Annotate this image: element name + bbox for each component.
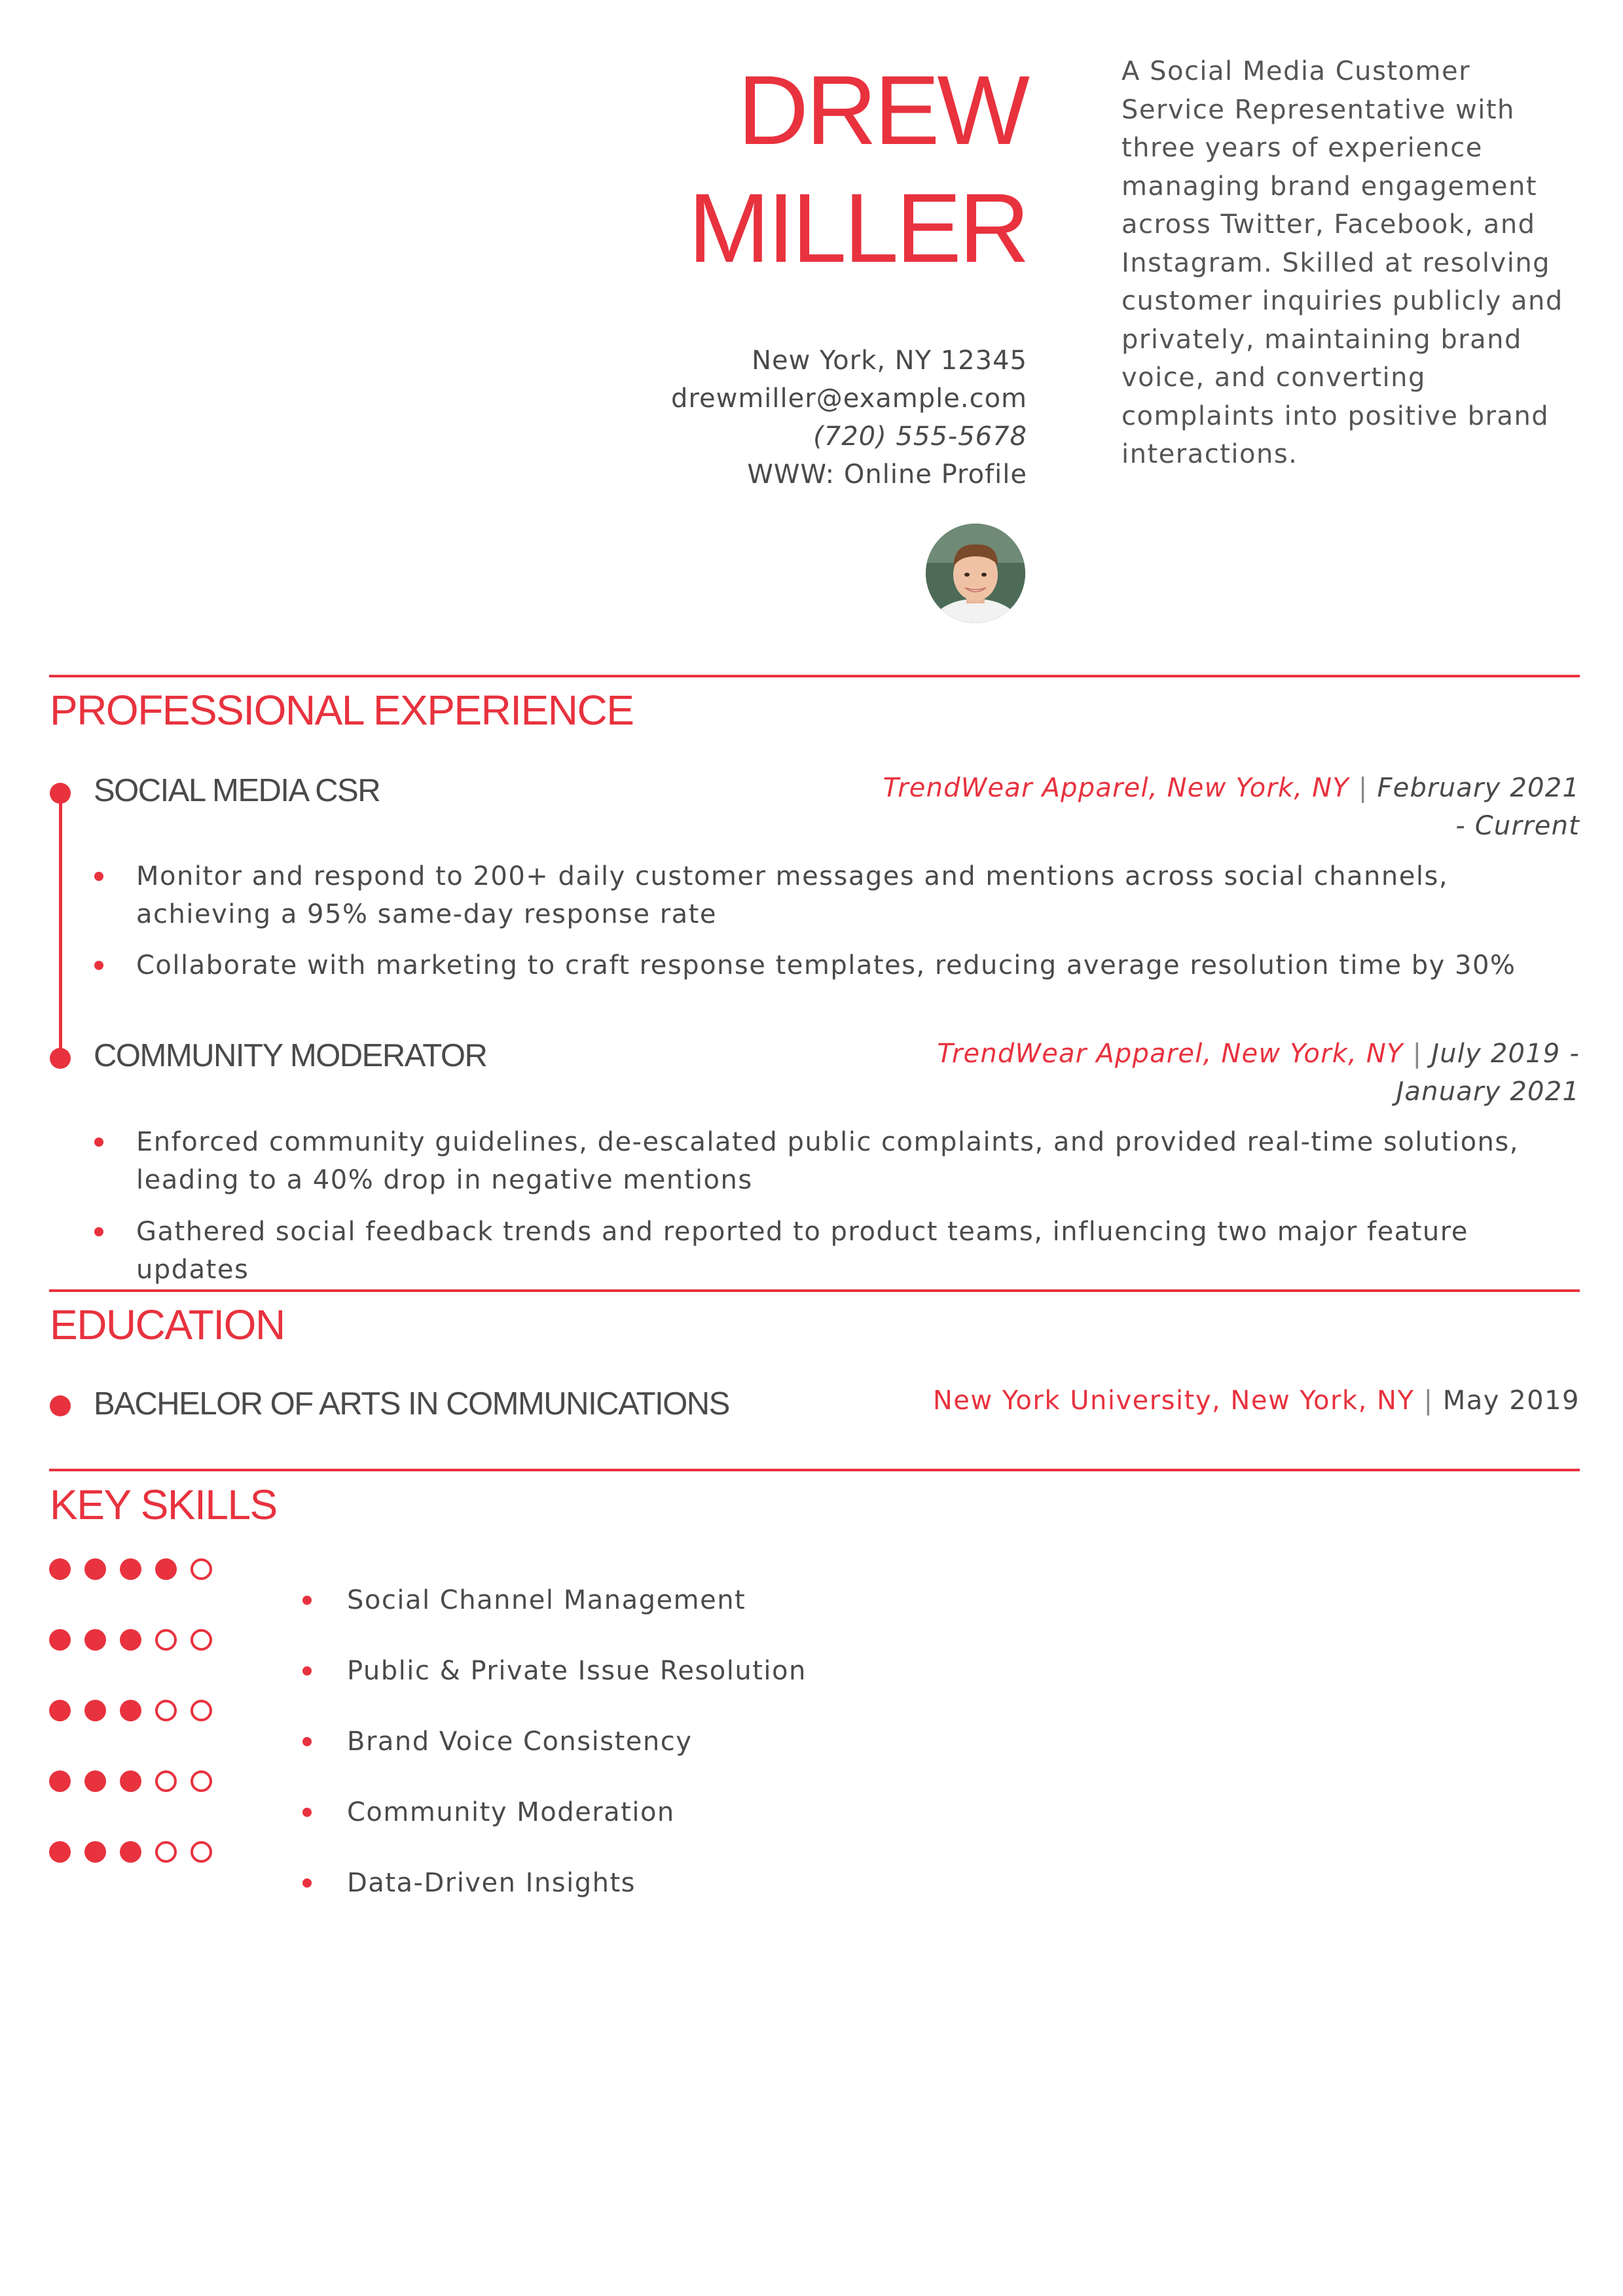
skill-rating bbox=[49, 1558, 212, 1581]
skills-section-title: KEY SKILLS bbox=[50, 1481, 277, 1528]
skill-name: Community Moderation bbox=[347, 1797, 675, 1827]
education-dot bbox=[50, 1395, 71, 1416]
rating-dot-filled bbox=[155, 1558, 177, 1580]
rating-dot-filled bbox=[49, 1841, 71, 1863]
skill-item bbox=[347, 1581, 746, 1619]
list-item bbox=[136, 946, 1577, 984]
rating-dot-filled bbox=[49, 1770, 71, 1792]
contact-address: New York, NY 12345 bbox=[752, 346, 1027, 376]
rating-dot-filled bbox=[84, 1700, 106, 1721]
bullet-dot bbox=[94, 1138, 103, 1147]
timeline-dot bbox=[50, 1048, 71, 1069]
graduation-date: May 2019 bbox=[1442, 1386, 1580, 1416]
rating-dot-empty bbox=[191, 1770, 212, 1792]
avatar bbox=[926, 524, 1025, 623]
rating-dot-filled bbox=[84, 1558, 106, 1580]
bullet-dot bbox=[94, 872, 103, 881]
rating-dot-empty bbox=[191, 1841, 212, 1863]
section-divider bbox=[49, 675, 1580, 677]
rating-dot-filled bbox=[49, 1629, 71, 1651]
bullet-dot bbox=[302, 1808, 312, 1817]
rating-dot-empty bbox=[191, 1700, 212, 1721]
rating-dot-filled bbox=[120, 1629, 141, 1651]
bullet-dot bbox=[302, 1878, 312, 1888]
avatar-photo bbox=[926, 524, 1025, 623]
list-item bbox=[136, 857, 1577, 933]
job-dates-end: January 2021 bbox=[1396, 1077, 1580, 1107]
rating-dot-filled bbox=[49, 1700, 71, 1721]
contact-phone[interactable]: (720) 555-5678 bbox=[813, 422, 1027, 452]
skill-item bbox=[347, 1864, 636, 1902]
bullet-text: Enforced community guidelines, de-escalated public complaints, and provided real-time solutions, leading to a 40% drop in negative mentions bbox=[136, 1127, 1519, 1195]
rating-dot-filled bbox=[120, 1770, 141, 1792]
education-meta: New York University, New York, NY | May 2019 bbox=[932, 1386, 1580, 1416]
rating-dot-filled bbox=[120, 1841, 141, 1863]
rating-dot-filled bbox=[120, 1558, 141, 1580]
list-item bbox=[136, 1123, 1577, 1199]
bullet-dot bbox=[94, 1227, 103, 1236]
rating-dot-empty bbox=[191, 1558, 212, 1580]
skill-rating bbox=[49, 1770, 212, 1793]
skill-rating bbox=[49, 1841, 212, 1863]
job-title: COMMUNITY MODERATOR bbox=[94, 1038, 487, 1073]
rating-dot-filled bbox=[84, 1841, 106, 1863]
school-name: New York University bbox=[932, 1386, 1212, 1416]
skill-name: Social Channel Management bbox=[347, 1585, 746, 1615]
skill-rating bbox=[49, 1629, 212, 1651]
experience-section-title: PROFESSIONAL EXPERIENCE bbox=[50, 687, 634, 734]
skill-item bbox=[347, 1793, 675, 1831]
bullet-text: Collaborate with marketing to craft response templates, reducing average resolution time by 30% bbox=[136, 950, 1516, 980]
job-dates: February 2021 bbox=[1377, 773, 1580, 803]
job-location: New York, NY bbox=[1221, 1039, 1404, 1069]
degree-title: BACHELOR OF ARTS IN COMMUNICATIONS bbox=[94, 1386, 729, 1422]
job-company: TrendWear Apparel bbox=[937, 1039, 1203, 1069]
rating-dot-empty bbox=[155, 1629, 177, 1651]
timeline-dot bbox=[50, 783, 71, 804]
skill-item bbox=[347, 1652, 807, 1690]
job-company: TrendWear Apparel bbox=[883, 773, 1149, 803]
bullet-dot bbox=[302, 1596, 312, 1605]
job-meta: TrendWear Apparel, New York, NY | July 2019 - January 2021 bbox=[937, 1035, 1580, 1111]
skill-name: Brand Voice Consistency bbox=[347, 1727, 693, 1757]
rating-dot-filled bbox=[84, 1770, 106, 1792]
rating-dot-empty bbox=[191, 1629, 212, 1651]
bullet-dot bbox=[302, 1737, 312, 1746]
job-title: SOCIAL MEDIA CSR bbox=[94, 773, 380, 808]
job-location: New York, NY bbox=[1167, 773, 1349, 803]
rating-dot-filled bbox=[84, 1629, 106, 1651]
job-dates-end: - Current bbox=[1455, 811, 1580, 841]
profile-summary: A Social Media Customer Service Representative with three years of experience managing brand engagement across Twitter, Facebook, and Instagram. Skilled at resolving customer inquiries publicly and privately, maintaining brand voice, and converting complaints into positive brand interactions. bbox=[1122, 56, 1563, 469]
bullet-dot bbox=[94, 961, 103, 970]
job-meta: TrendWear Apparel, New York, NY | February 2021 - Current bbox=[883, 769, 1580, 845]
rating-dot-filled bbox=[120, 1700, 141, 1721]
contact-website[interactable]: WWW: Online Profile bbox=[747, 459, 1027, 490]
bullet-text: Monitor and respond to 200+ daily customer messages and mentions across social channels, achieving a 95% same-day response rate bbox=[136, 861, 1449, 929]
bullet-text: Gathered social feedback trends and reported to product teams, influencing two major feature updates bbox=[136, 1217, 1468, 1285]
education-section-title: EDUCATION bbox=[50, 1301, 285, 1348]
section-divider bbox=[49, 1469, 1580, 1471]
rating-dot-empty bbox=[155, 1770, 177, 1792]
bullet-dot bbox=[302, 1666, 312, 1676]
last-name: MILLER bbox=[688, 173, 1027, 283]
list-item bbox=[136, 1213, 1577, 1289]
school-location: New York, NY bbox=[1230, 1386, 1415, 1416]
skill-name: Data-Driven Insights bbox=[347, 1868, 636, 1898]
rating-dot-filled bbox=[49, 1558, 71, 1580]
first-name: DREW bbox=[737, 55, 1027, 165]
rating-dot-empty bbox=[155, 1700, 177, 1721]
contact-email[interactable]: drewmiller@example.com bbox=[671, 384, 1027, 414]
skill-name: Public & Private Issue Resolution bbox=[347, 1656, 807, 1686]
timeline-line bbox=[59, 793, 62, 1056]
skill-item bbox=[347, 1723, 692, 1761]
skill-rating bbox=[49, 1700, 212, 1722]
rating-dot-empty bbox=[155, 1841, 177, 1863]
job-dates: July 2019 - bbox=[1431, 1039, 1580, 1069]
section-divider bbox=[49, 1289, 1580, 1292]
